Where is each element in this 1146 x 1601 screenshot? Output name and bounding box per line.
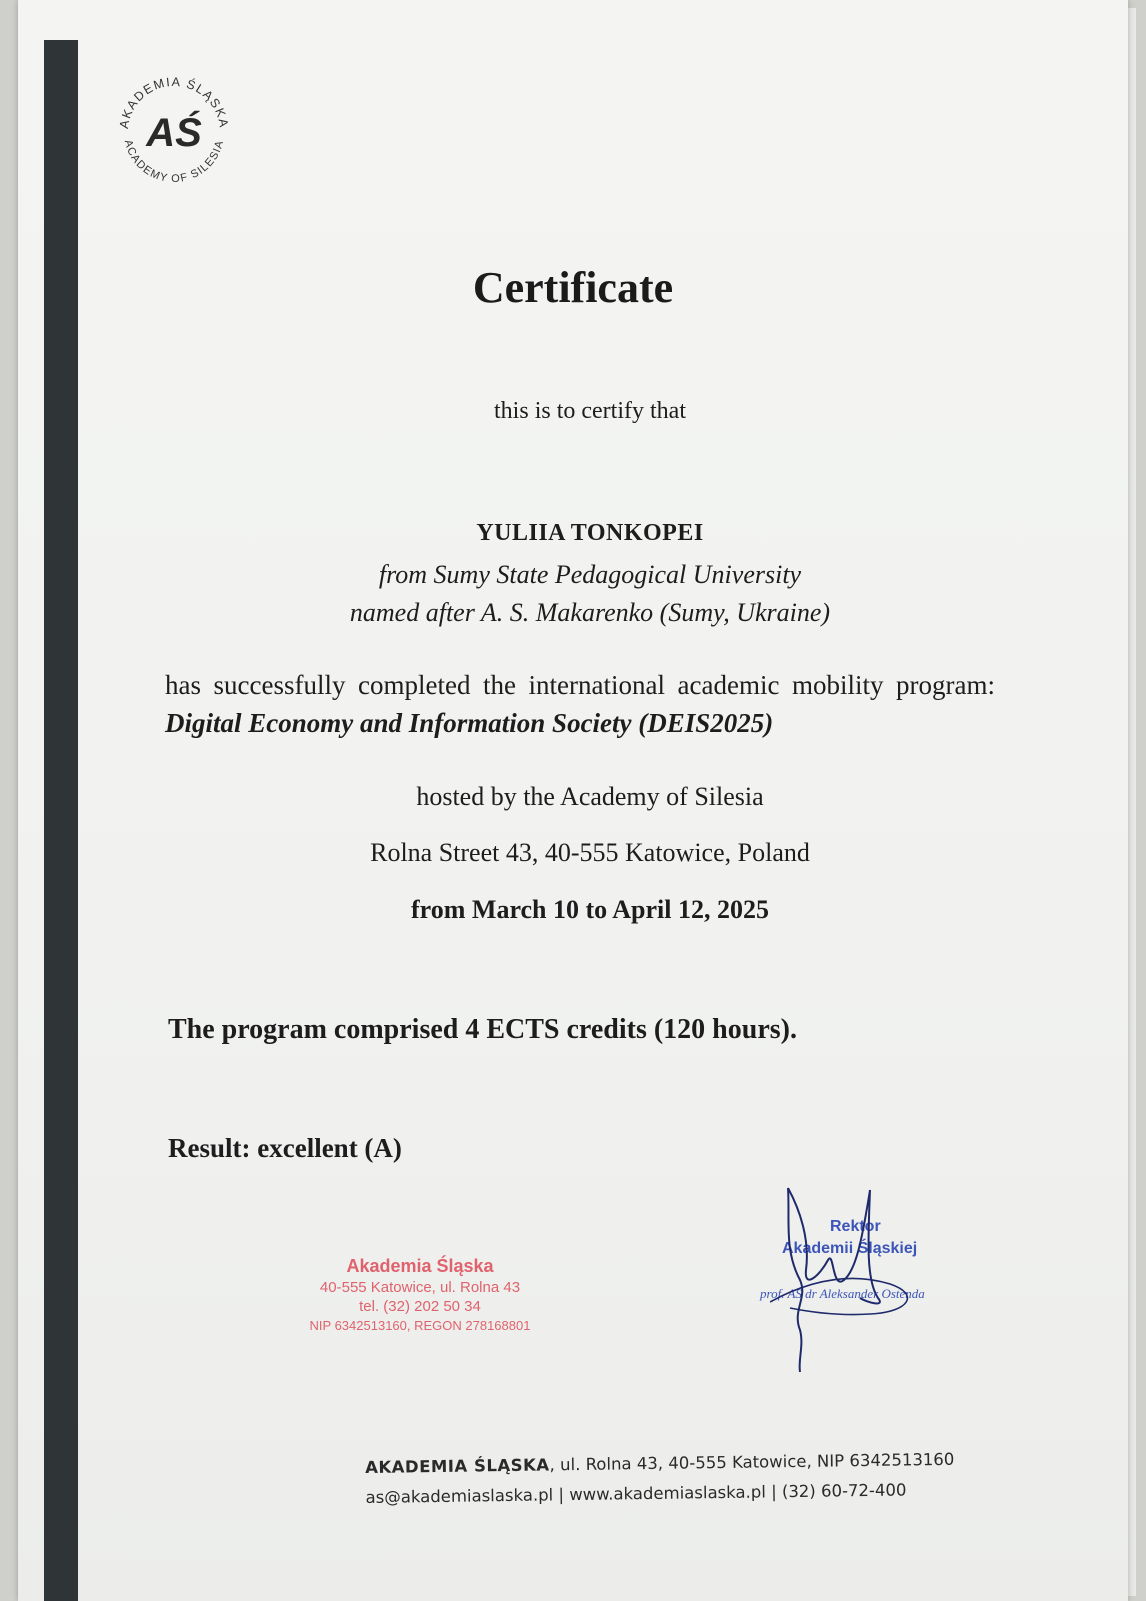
credits-statement: The program comprised 4 ECTS credits (120 hours). [168, 1014, 797, 1045]
host-institution: hosted by the Academy of Silesia [416, 782, 764, 811]
logo-ring-bottom-text: ACADEMY OF SILESIA [121, 138, 227, 186]
rector-signature [770, 1180, 950, 1380]
footer-address: , ul. Rolna 43, 40-555 Katowice, NIP 6342513160 [549, 1449, 955, 1475]
rector-name: prof. AŚ dr Aleksander Ostenda [760, 1286, 925, 1301]
intro-text: this is to certify that [494, 398, 686, 424]
stamp-address: 40-555 Katowice, ul. Rolna 43 [319, 1279, 521, 1296]
academy-logo [108, 62, 240, 194]
footer-contact: as@akademiaslaska.pl | www.akademiaslaska.pl | (32) 60-72-400 [365, 1480, 907, 1507]
recipient-name: YULIIA TONKOPEI [476, 520, 704, 546]
university-line-2: named after A. S. Makarenko (Sumy, Ukraine) [349, 598, 831, 627]
university-line-1: from Sumy State Pedagogical University [378, 560, 802, 589]
letterhead-footer [365, 1450, 955, 1518]
logo-ring-top-text: AKADEMIA ŚLĄSKA [116, 74, 232, 130]
footer-org: AKADEMIA ŚLĄSKA [365, 1455, 550, 1477]
certificate-title: Certificate [472, 263, 674, 312]
stamp-name: Akademia Śląska [346, 1256, 494, 1276]
rector-title: Rektor [830, 1218, 881, 1235]
logo-monogram: AŚ [146, 111, 202, 155]
completion-paragraph [165, 666, 995, 742]
rector-institution: Akademii Śląskiej [782, 1240, 918, 1257]
host-address: Rolna Street 43, 40-555 Katowice, Poland [370, 838, 810, 867]
stamp-phone: tel. (32) 202 50 34 [359, 1298, 481, 1315]
stamp-ids: NIP 6342513160, REGON 278168801 [309, 1318, 531, 1333]
program-name: Digital Economy and Information Society (DEIS2025) [165, 708, 774, 738]
result-statement: Result: excellent (A) [168, 1133, 402, 1163]
program-dates: from March 10 to April 12, 2025 [411, 895, 769, 924]
institution-stamp [290, 1256, 550, 1333]
completion-text: has successfully completed the international academic mobility program: [165, 670, 995, 700]
